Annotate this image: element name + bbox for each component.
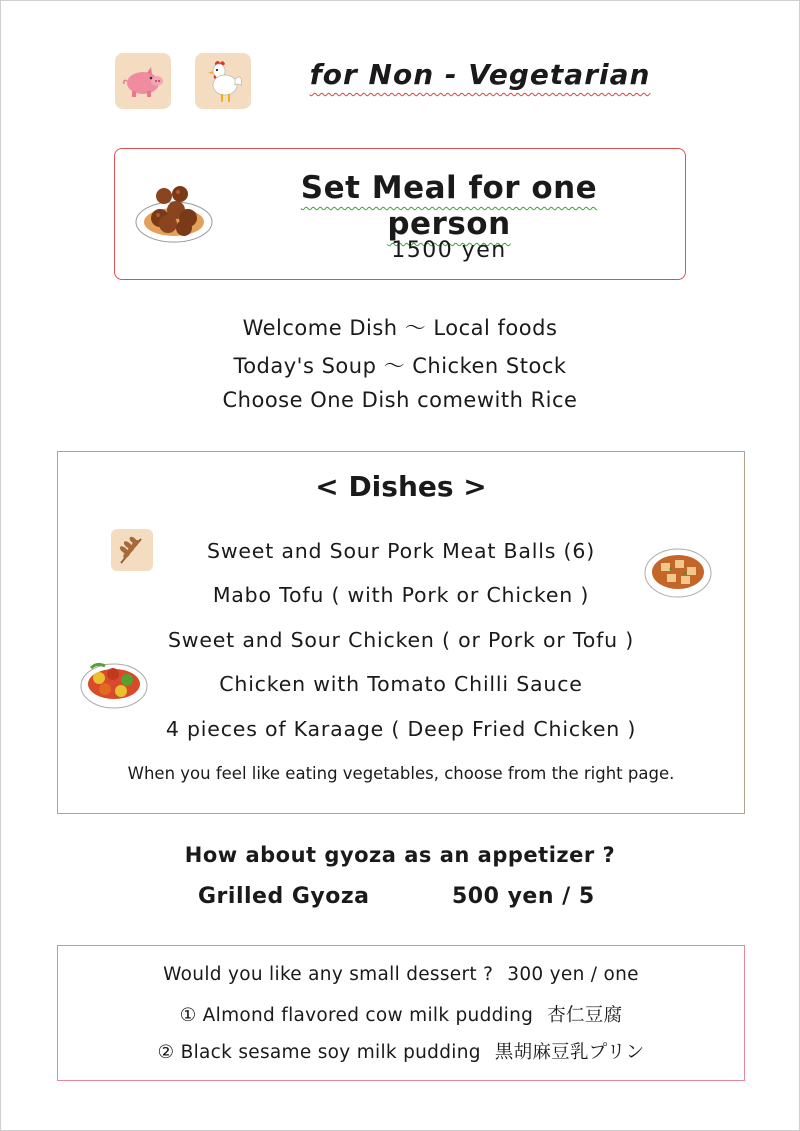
appetizer-name: Grilled Gyoza	[198, 884, 370, 909]
appetizer-question: How about gyoza as an appetizer ?	[184, 843, 616, 867]
dessert-item-jp: 黒胡麻豆乳プリン	[494, 1042, 645, 1063]
vegetable-note: When you feel like eating vegetables, choose from the right page.	[127, 764, 675, 783]
course-welcome-dish: Welcome Dish ～ Local foods	[242, 316, 558, 340]
dessert-item-name: ② Black sesame soy milk pudding	[157, 1042, 481, 1063]
dessert-question: Would you like any small dessert ?	[163, 964, 494, 985]
dishes-heading: < Dishes >	[315, 470, 487, 503]
dessert-price: 300 yen / one	[507, 964, 639, 985]
set-meal-price: 1500 yen	[391, 238, 507, 263]
dessert-item	[57, 1001, 745, 1027]
dish-item: Chicken with Tomato Chilli Sauce	[219, 672, 583, 696]
dessert-item	[57, 1038, 745, 1064]
appetizer-price: 500 yen / 5	[452, 884, 595, 909]
page-title: for Non - Vegetarian	[309, 58, 651, 91]
pig-icon	[115, 53, 171, 109]
meatballs-icon	[134, 180, 214, 250]
dessert-item-name: ① Almond flavored cow milk pudding	[179, 1005, 534, 1026]
dish-item: 4 pieces of Karaage ( Deep Fried Chicken )	[165, 717, 637, 741]
dish-item: Sweet and Sour Pork Meat Balls (6)	[207, 539, 595, 563]
course-choose-dish: Choose One Dish comewith Rice	[222, 388, 578, 412]
dessert-question-line	[57, 964, 745, 985]
dessert-item-jp: 杏仁豆腐	[547, 1005, 623, 1026]
chicken-icon	[195, 53, 251, 109]
set-meal-title: Set Meal for one person	[300, 170, 598, 242]
dish-item: Mabo Tofu ( with Pork or Chicken )	[212, 583, 590, 607]
dish-item: Sweet and Sour Chicken ( or Pork or Tofu )	[167, 628, 635, 652]
course-soup: Today's Soup ～ Chicken Stock	[233, 354, 567, 378]
